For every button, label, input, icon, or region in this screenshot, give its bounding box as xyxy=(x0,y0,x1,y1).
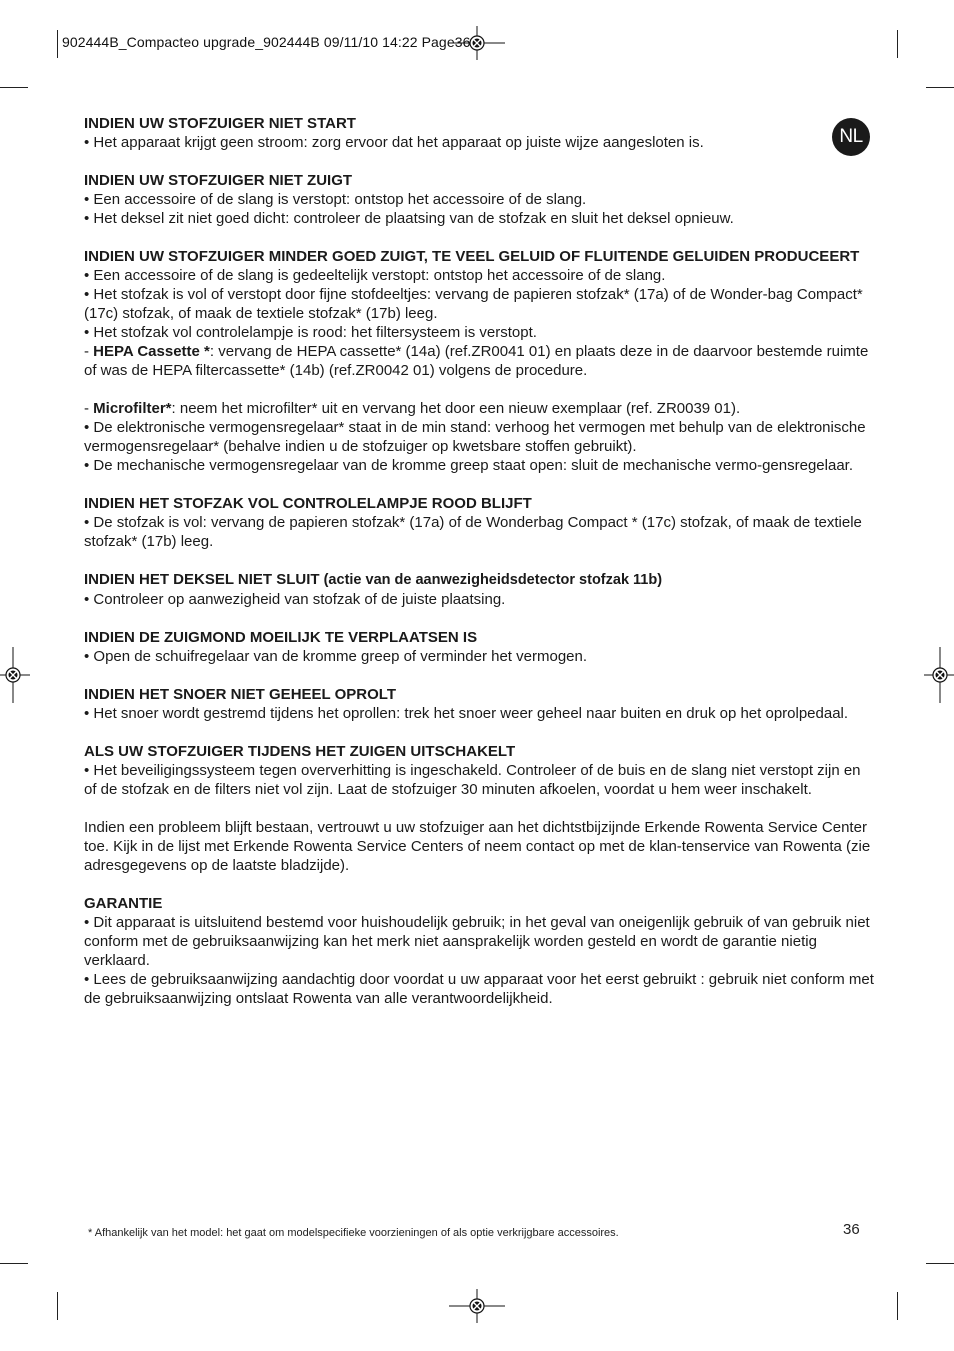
registration-mark-icon xyxy=(449,1289,505,1323)
bullet-line: • Een accessoire of de slang is gedeeltelijk verstopt: ontstop het accessoire of de slang. xyxy=(84,267,666,284)
section-heading: INDIEN HET SNOER NIET GEHEEL OPROLT xyxy=(84,686,396,703)
section-subheading: (actie van de aanwezigheidsdetector stofzak 11b) xyxy=(319,572,663,588)
bullet-line: • Dit apparaat is uitsluitend bestemd voor huishoudelijk gebruik; in het geval van oneigenlijk gebruik of van gebruik niet conform met de gebruiksaanwijzing kan het merk niet aansprakelijk worden gesteld en wordt de garantie nietig verklaard. xyxy=(84,914,870,969)
crop-mark xyxy=(0,87,28,88)
footnote: * Afhankelijk van het model: het gaat om modelspecifieke voorzieningen of als optie verkrijgbare accessoires. xyxy=(88,1227,619,1239)
section-heading: INDIEN UW STOFZUIGER NIET ZUIGT xyxy=(84,172,353,189)
section-heading: INDIEN UW STOFZUIGER NIET START xyxy=(84,115,356,132)
section-switches-off xyxy=(84,742,874,875)
section-nozzle-hard xyxy=(84,628,874,666)
bullet-line: • Controleer op aanwezigheid van stofzak of de juiste plaatsing. xyxy=(84,591,506,608)
crop-mark xyxy=(926,1263,954,1264)
bullet-line: • Het snoer wordt gestremd tijdens het oprollen: trek het snoer weer geheel naar buiten en druk op het oprolpedaal. xyxy=(84,705,849,722)
bullet-line: • Het stofzak is vol of verstopt door fijne stofdeeltjes: vervang de papieren stofzak* (17a) of de Wonder-bag Compact* (17c) stofzak, of maak de textiele stofzak* (17b) leeg. xyxy=(84,286,863,322)
crop-mark xyxy=(897,30,898,58)
crop-mark xyxy=(926,87,954,88)
section-heading: INDIEN HET DEKSEL NIET SLUIT (actie van de aanwezigheidsdetector stofzak 11b) xyxy=(84,571,663,588)
bullet-line: • Een accessoire of de slang is verstopt: ontstop het accessoire of de slang. xyxy=(84,191,587,208)
service-paragraph: Indien een probleem blijft bestaan, vertrouwt u uw stofzuiger aan het dichtstbijzijnde Erkende Rowenta Service Center toe. Kijk in de lijst met Erkende Rowenta Service Centers of neem contact op met de klan-tenservice van Rowenta (zie adresgegevens op de laatste bladzijde). xyxy=(84,819,871,874)
section-not-start xyxy=(84,114,874,152)
hepa-label: HEPA Cassette * xyxy=(93,343,210,360)
troubleshooting-content xyxy=(84,114,874,1027)
section-heading: ALS UW STOFZUIGER TIJDENS HET ZUIGEN UITSCHAKELT xyxy=(84,743,516,760)
microfilter-label: Microfilter* xyxy=(93,400,172,417)
bullet-line: • Lees de gebruiksaanwijzing aandachtig door voordat u uw apparaat voor het eerst gebruikt : gebruik niet conform met de gebruiksaanwijzing ontslaat Rowenta van alle verantwoordelijkheid. xyxy=(84,971,874,1007)
section-less-suction xyxy=(84,247,874,475)
section-not-suck xyxy=(84,171,874,228)
bullet-line: • Het deksel zit niet goed dicht: controleer de plaatsing van de stofzak en sluit het deksel opnieuw. xyxy=(84,210,734,227)
section-heading: INDIEN UW STOFZUIGER MINDER GOED ZUIGT, TE VEEL GELUID OF FLUITENDE GELUIDEN PRODUCEERT xyxy=(84,248,860,265)
section-lamp-red xyxy=(84,494,874,551)
bullet-line: • De elektronische vermogensregelaar* staat in de min stand: verhoog het vermogen met behulp van de elektronische vermogensregelaar* (behalve indien u de stofzuiger op kwetsbare stoffen gebruikt). xyxy=(84,419,866,455)
bullet-line: • Open de schuifregelaar van de kromme greep of verminder het vermogen. xyxy=(84,648,588,665)
microfilter-line: - Microfilter*: neem het microfilter* uit en vervang het door een nieuw exemplaar (ref. ZR0039 01). xyxy=(84,400,741,417)
page-number: 36 xyxy=(843,1221,860,1238)
section-heading: INDIEN DE ZUIGMOND MOEILIJK TE VERPLAATSEN IS xyxy=(84,629,478,646)
bullet-line: • Het beveiligingssysteem tegen oververhitting is ingeschakeld. Controleer of de buis en de slang niet verstopt zijn en of de stofzak en de filters niet vol zijn. Laat de stofzuiger 30 minuten afkoelen, voordat u hem weer inschakelt. xyxy=(84,762,861,798)
registration-mark-icon xyxy=(0,647,30,703)
section-heading: GARANTIE xyxy=(84,895,163,912)
crop-mark xyxy=(897,1292,898,1320)
bullet-line: • De mechanische vermogensregelaar van de kromme greep staat open: sluit de mechanische vermo-gensregelaar. xyxy=(84,457,853,474)
registration-mark-icon xyxy=(924,647,954,703)
bullet-line: • Het apparaat krijgt geen stroom: zorg ervoor dat het apparaat op juiste wijze aangesloten is. xyxy=(84,134,704,151)
crop-mark xyxy=(57,30,58,58)
section-heading: INDIEN HET STOFZAK VOL CONTROLELAMPJE ROOD BLIJFT xyxy=(84,495,532,512)
section-lid-not-closing xyxy=(84,570,874,609)
crop-mark xyxy=(57,1292,58,1320)
bullet-line: • Het stofzak vol controlelampje is rood: het filtersysteem is verstopt. xyxy=(84,324,537,341)
crop-mark xyxy=(0,1263,28,1264)
bullet-line: • De stofzak is vol: vervang de papieren stofzak* (17a) of de Wonderbag Compact * (17c) stofzak, of maak de textiele stofzak* (17b) leeg. xyxy=(84,514,862,550)
registration-mark-icon xyxy=(449,26,505,60)
printer-slug: 902444B_Compacteo upgrade_902444B 09/11/10 14:22 Page36 xyxy=(62,34,471,50)
section-cord-not-rewind xyxy=(84,685,874,723)
section-warranty xyxy=(84,894,874,1008)
hepa-line: - HEPA Cassette *: vervang de HEPA cassette* (14a) (ref.ZR0041 01) en plaats deze in de daarvoor bestemde ruimte of was de HEPA filtercassette* (14b) (ref.ZR0042 01) volgens de procedure. xyxy=(84,343,869,379)
language-badge: NL xyxy=(832,118,870,156)
